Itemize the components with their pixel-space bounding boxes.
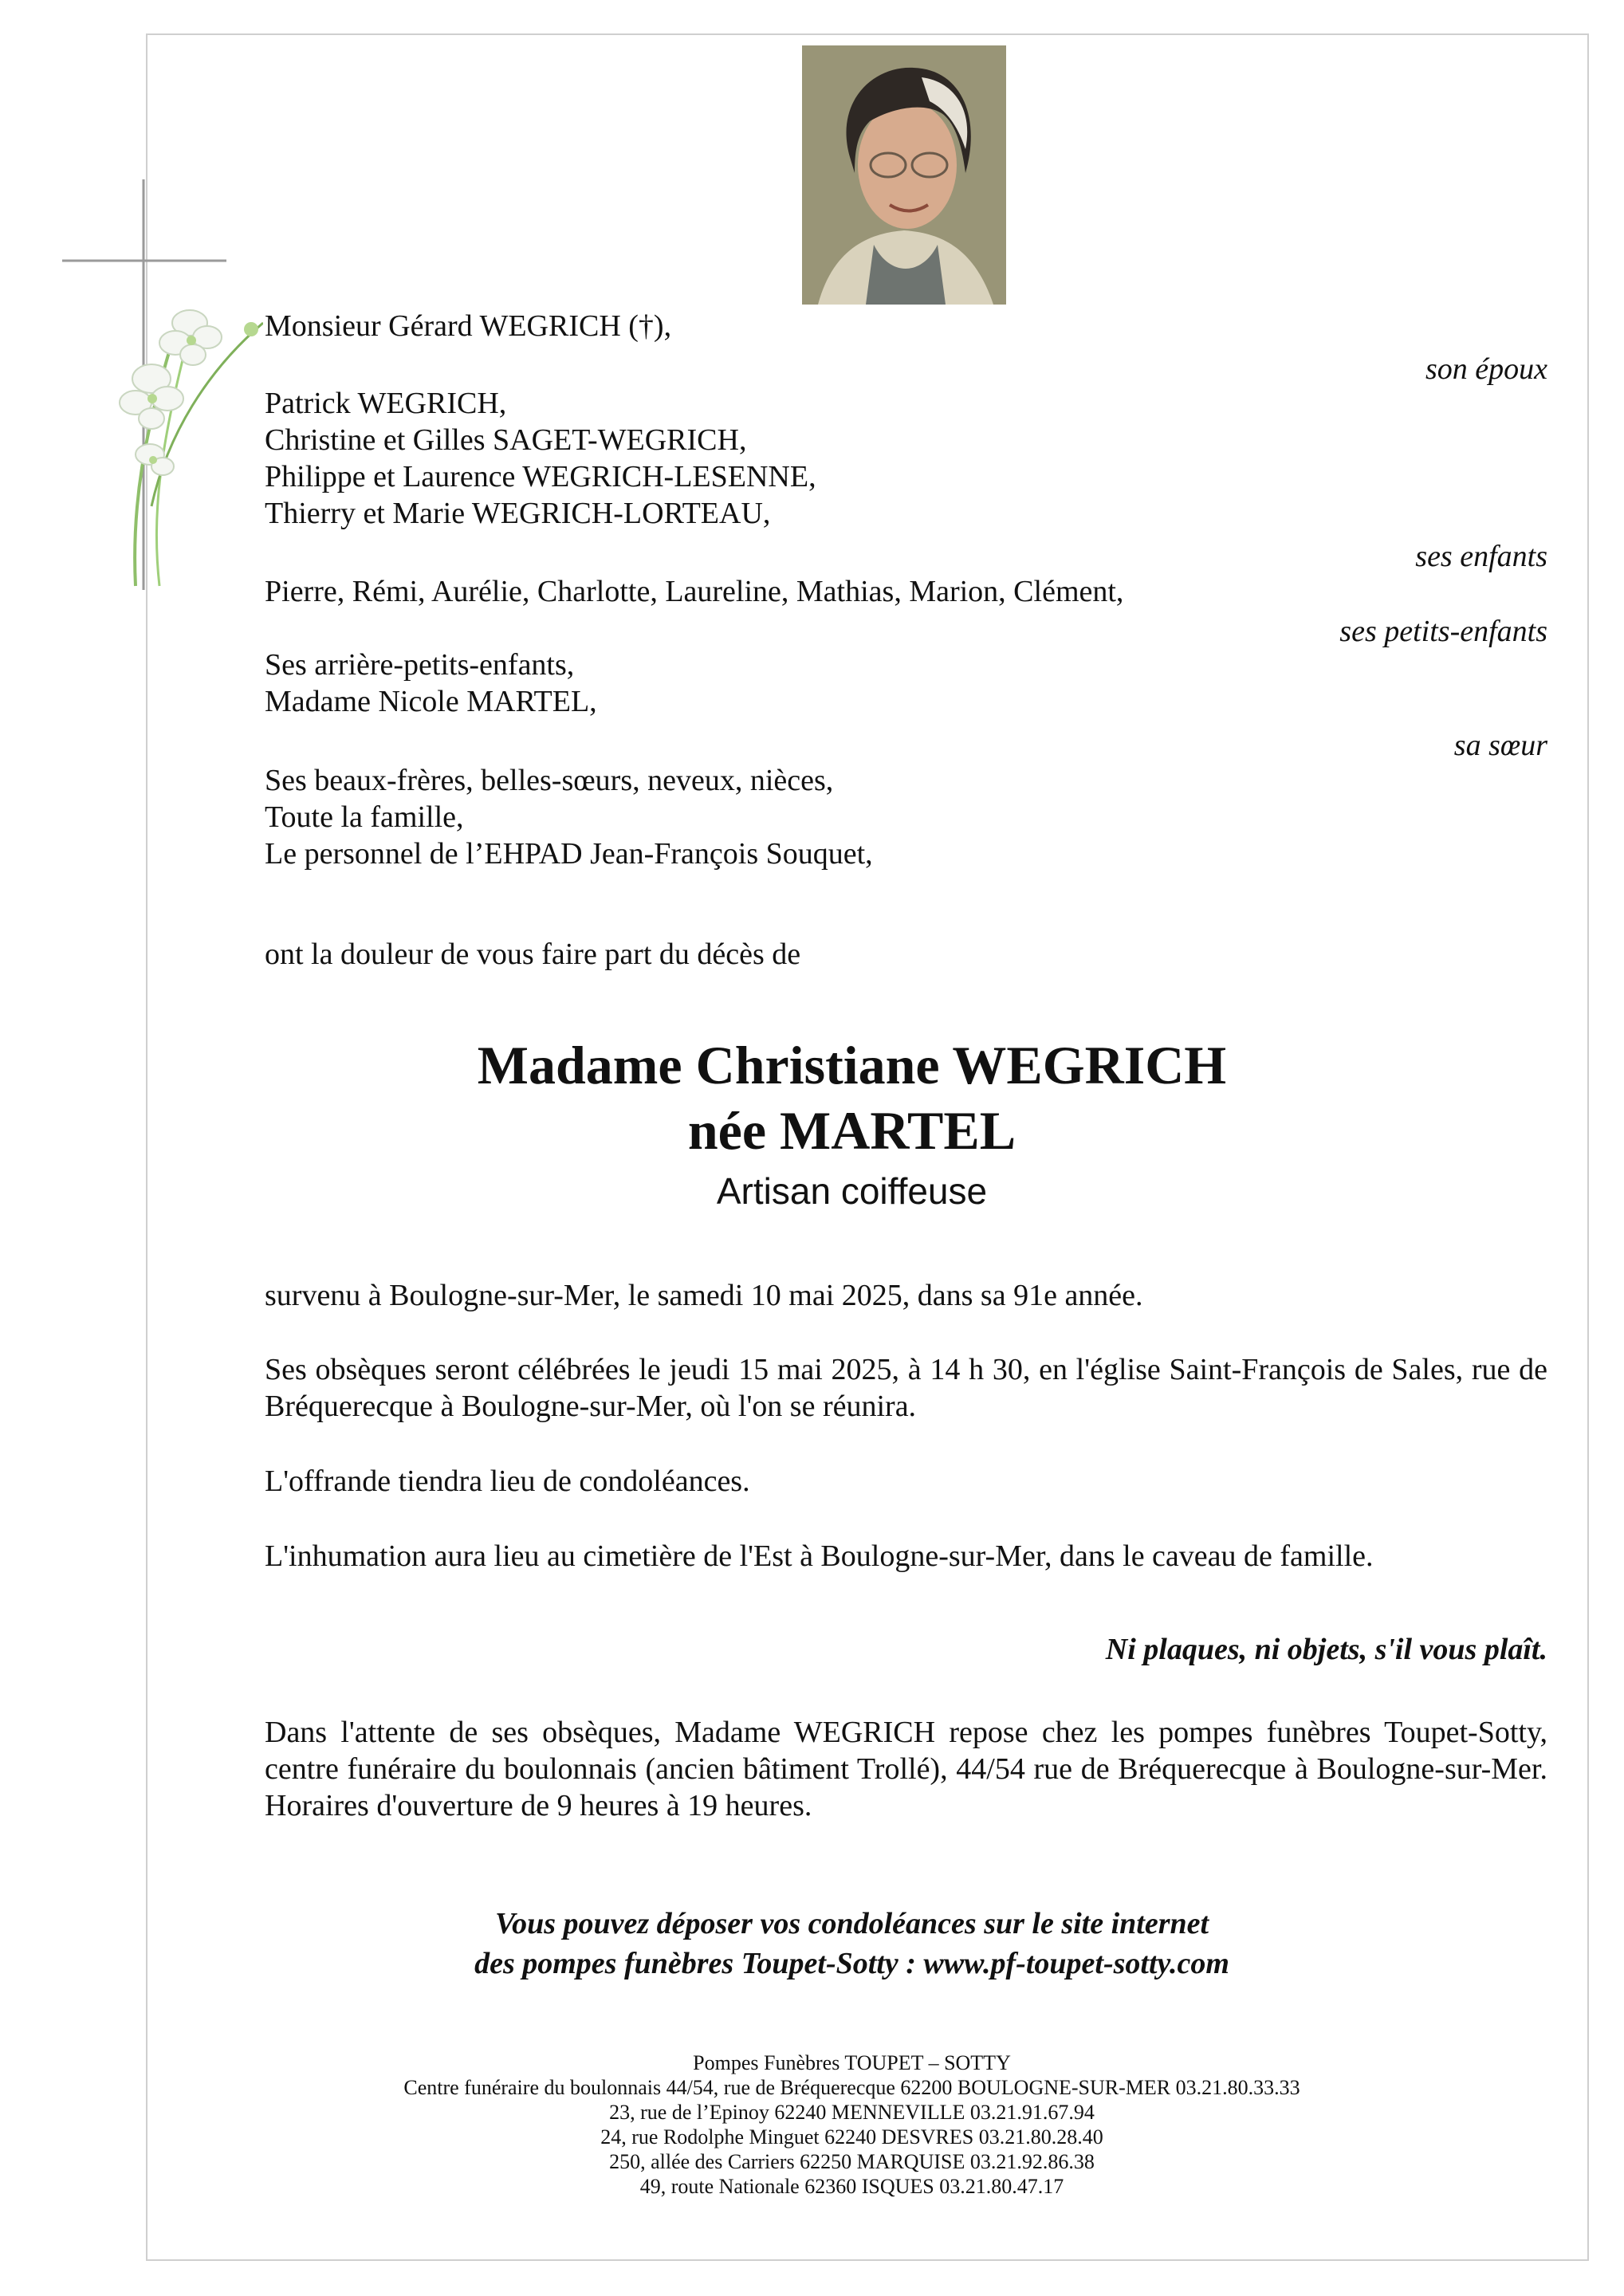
sister-line: Madame Nicole MARTEL, bbox=[265, 685, 597, 718]
offering-details: L'offrande tiendra lieu de condoléances. bbox=[265, 1464, 750, 1498]
footer-address: Centre funéraire du boulonnais 44/54, rue de Bréquerecque 62200 BOULOGNE-SUR-MER 03.21.80.33.33 bbox=[403, 2076, 1300, 2099]
child-line: Thierry et Marie WEGRICH-LORTEAU, bbox=[265, 497, 771, 530]
burial-details: L'inhumation aura lieu au cimetière de l'Est à Boulogne-sur-Mer, dans le caveau de famille. bbox=[265, 1539, 1374, 1573]
footer-address: 24, rue Rodolphe Minguet 62240 DESVRES 03.21.80.28.40 bbox=[600, 2125, 1103, 2149]
grandchildren-line: Pierre, Rémi, Aurélie, Charlotte, Laureline, Mathias, Marion, Clément, bbox=[265, 575, 1124, 608]
resting-details: Dans l'attente de ses obsèques, Madame WEGRICH repose chez les pompes funèbres Toupet-Sotty, centre funéraire du boulonnais (ancien bâtiment Trollé), 44/54 rue de Bréquerecque à Boulogne-sur-Mer. Horaires d'ouverture de 9 heures à 19 heures. bbox=[265, 1716, 1547, 1822]
spouse-role: son époux bbox=[1425, 352, 1547, 386]
child-line: Philippe et Laurence WEGRICH-LESENNE, bbox=[265, 460, 816, 493]
children-role: ses enfants bbox=[1415, 540, 1547, 573]
footer-address: 250, allée des Carriers 62250 MARQUISE 03.21.92.86.38 bbox=[609, 2150, 1095, 2173]
condolences-website[interactable]: des pompes funèbres Toupet-Sotty : www.pf-toupet-sotty.com bbox=[474, 1947, 1229, 1980]
great-grandchildren-line: Ses arrière-petits-enfants, bbox=[265, 648, 575, 682]
footer-address: 49, route Nationale 62360 ISQUES 03.21.80.47.17 bbox=[639, 2175, 1064, 2198]
no-flowers-notice: Ni plaques, ni objets, s'il vous plaît. bbox=[1105, 1633, 1547, 1666]
grandchildren-role: ses petits-enfants bbox=[1339, 615, 1547, 648]
announcement-text: ont la douleur de vous faire part du décès de bbox=[265, 938, 801, 971]
footer-company: Pompes Funèbres TOUPET – SOTTY bbox=[693, 2051, 1011, 2074]
cross-orchid-icon bbox=[56, 171, 263, 594]
sister-role: sa sœur bbox=[1453, 729, 1547, 762]
relatives-line: Ses beaux-frères, belles-sœurs, neveux, nièces, bbox=[265, 764, 834, 797]
deceased-maiden-name: née MARTEL bbox=[687, 1100, 1016, 1161]
footer-address: 23, rue de l’Epinoy 62240 MENNEVILLE 03.21.91.67.94 bbox=[609, 2101, 1095, 2124]
deceased-name: Madame Christiane WEGRICH bbox=[477, 1035, 1227, 1095]
relatives-line: Le personnel de l’EHPAD Jean-François Souquet, bbox=[265, 837, 873, 871]
child-line: Patrick WEGRICH, bbox=[265, 387, 507, 420]
death-details: survenu à Boulogne-sur-Mer, le samedi 10 mai 2025, dans sa 91e année. bbox=[265, 1279, 1143, 1312]
funeral-details: Ses obsèques seront célébrées le jeudi 15 mai 2025, à 14 h 30, en l'église Saint-François de Sales, rue de Bréquerecque à Boulogne-sur-Mer, où l'on se réunira. bbox=[265, 1353, 1547, 1423]
condolences-line: Vous pouvez déposer vos condoléances sur le site internet bbox=[494, 1907, 1209, 1940]
deceased-profession: Artisan coiffeuse bbox=[716, 1170, 988, 1212]
child-line: Christine et Gilles SAGET-WEGRICH, bbox=[265, 423, 747, 457]
relatives-line: Toute la famille, bbox=[265, 800, 464, 834]
spouse-line: Monsieur Gérard WEGRICH (†), bbox=[265, 309, 672, 343]
portrait-photo bbox=[802, 45, 1006, 305]
